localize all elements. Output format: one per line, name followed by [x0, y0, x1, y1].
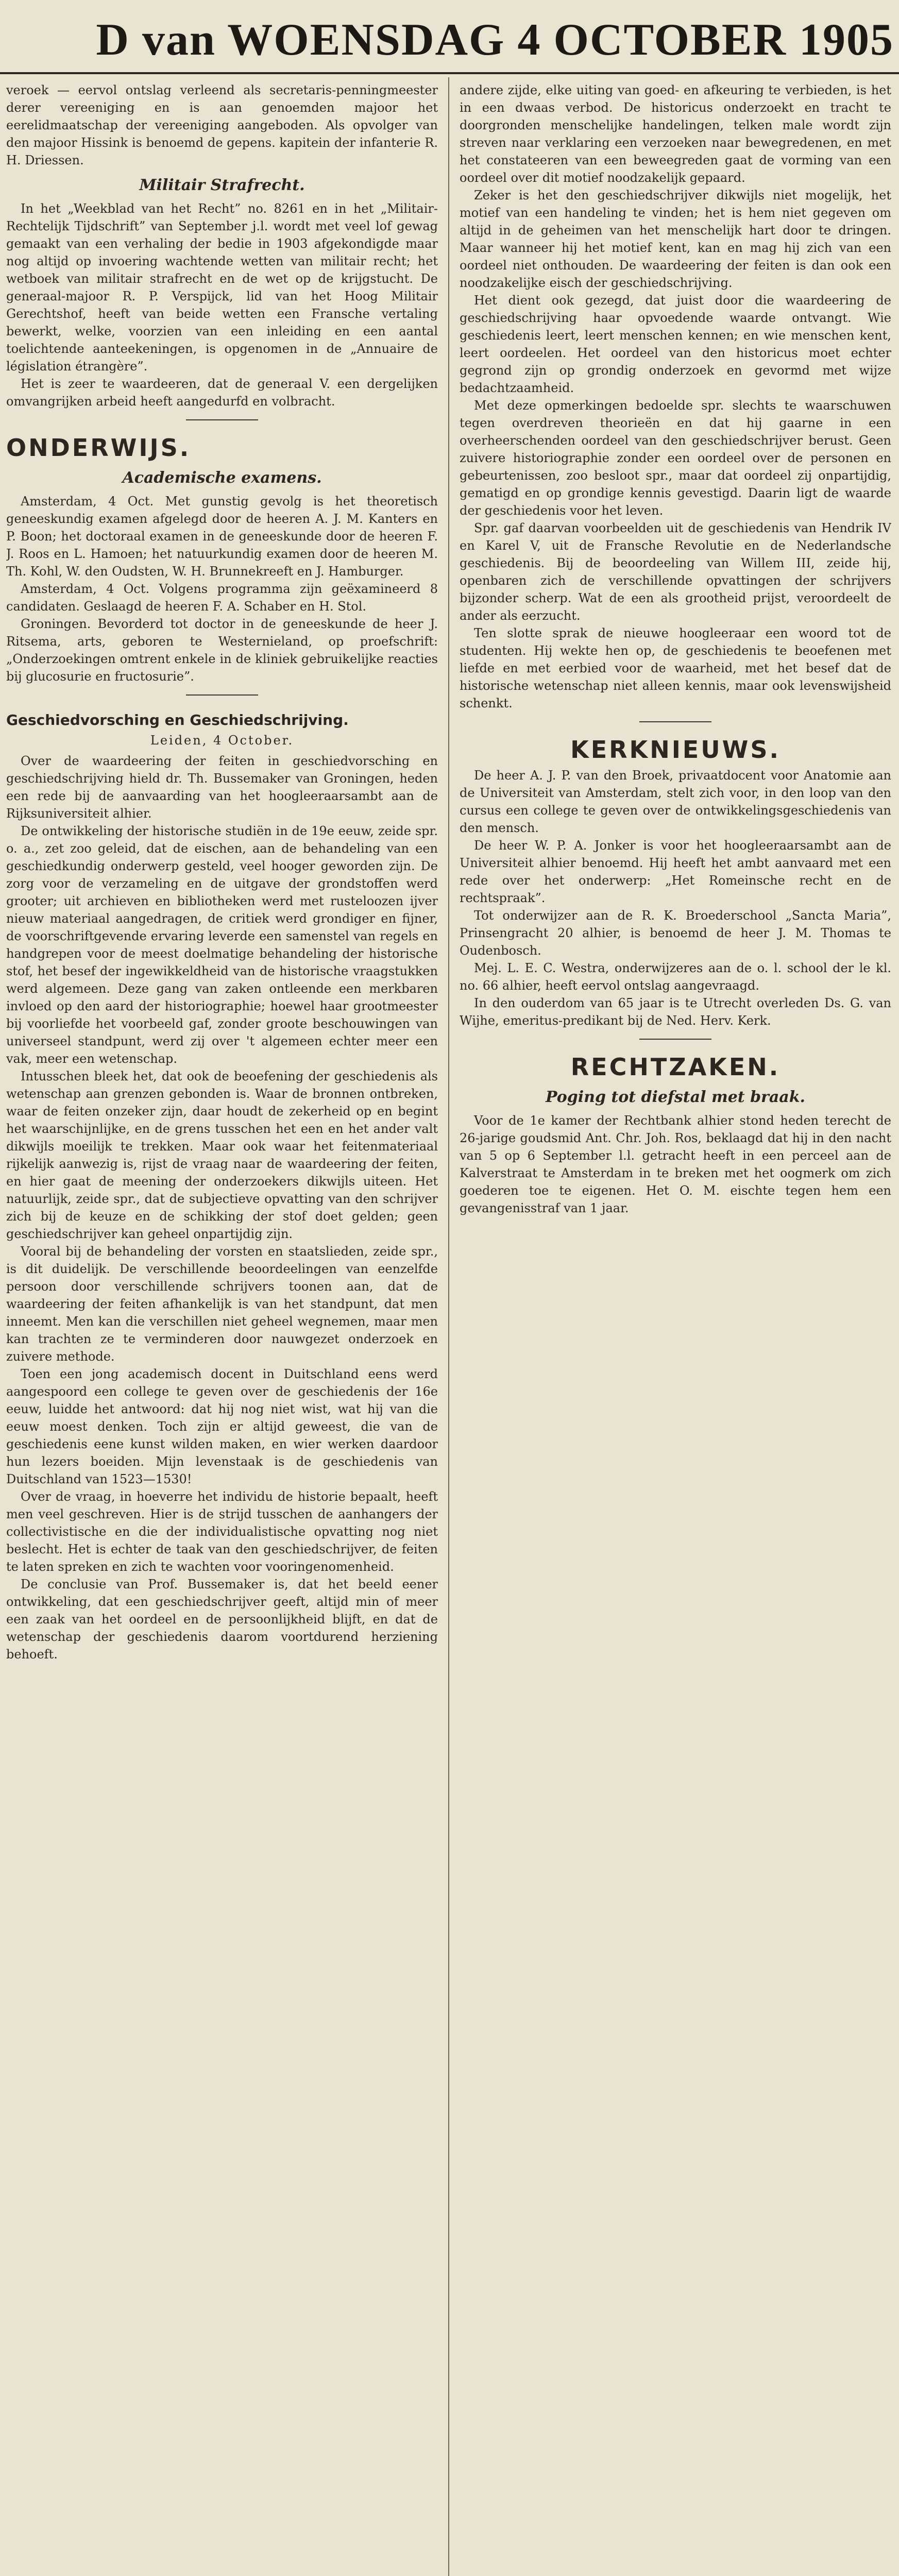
geschied-paragraph-2: De ontwikkeling der historische studiën in de 19e eeuw, zeide spr. o. a., zet zoo geleid, dat de eischen, aan de behandeling van een geschiedkundig onderwerp gesteld, veel hooger geworden zijn. De zorg voor de verzameling en de uitgave der grondstoffen werd grooter; uit archieven en bibliotheken werd met rusteloozen ijver nieuw materiaal aangedragen, de critiek werd grondiger en fijner, de voorschriftgevende ervaring leverde een samenstel van regels en handgrepen voor de meest doelmatige behandeling der historische stof, het besef der ingewikkeldheid van de historische vraagstukken werd algemeen. Deze gang van zaken ontleende een merkbaren invloed op den aard der historiographie; hoewel haar grootmeester bij voorliefde het voorbeeld gaf, zonder groote beschouwingen van universeel standpunt, werd zij over 't algemeen echter meer een vak, meer een wetenschap. — [6, 824, 438, 1066]
kerknieuws-paragraph-2: De heer W. P. A. Jonker is voor het hoogleeraarsambt aan de Universiteit alhier benoemd. Hij heeft het ambt aanvaard met een rede over het onderwerp: „Het Romeinsche recht en de rechtspraak”. — [460, 838, 891, 905]
rechtzaken-paragraph-1: Voor de 1e kamer der Rechtbank alhier stond heden terecht de 26-jarige goudsmid Ant. Chr. Joh. Ros, beklaagd dat hij in den nacht van 5 op 6 September l.l. getracht heeft in een perceel aan de Kalverstraat te Amsterdam in te breken met het oogmerk om zich goederen toe te eigenen. Het O. M. eischte tegen hem een gevangenisstraf van 1 jaar. — [460, 1113, 891, 1215]
right-paragraph-4: Met deze opmerkingen bedoelde spr. slechts te waarschuwen tegen overdreven theorieën en dat hij gaarne in een overheerschenden oordeel van den geschiedschrijver berust. Geen zuivere historiographie zonder een oordeel over de personen en gebeurtenissen, zoo besloot spr., maar dat oordeel zij onpartijdig, gematigd en op grondige kennis gevestigd. Daarin ligt de waarde der geschiedenis voor het leven. — [460, 398, 891, 518]
geschied-paragraph-4: Vooral bij de behandeling der vorsten en staatslieden, zeide spr., is dit duidelijk. De verschillende beoordeelingen van eenzelfde persoon door verschillende schrijvers toonen aan, dat de waardeering der feiten afhankelijk is van het standpunt, dat men inneemt. Men kan die verschillen niet geheel wegnemen, maar men kan trachten ze te verminderen door nauwgezet onderzoek en zuivere methode. — [6, 1244, 438, 1364]
column-divider — [448, 77, 449, 2576]
geschied-heading: Geschiedvorsching en Geschiedschrijving. — [6, 711, 349, 728]
kerknieuws-paragraph-4: Mej. L. E. C. Westra, onderwijzeres aan de o. l. school der le kl. no. 66 alhier, heeft eervol ontslag aangevraagd. — [460, 961, 891, 993]
onderwijs-paragraph-2: Amsterdam, 4 Oct. Volgens programma zijn geëxamineerd 8 candidaten. Geslaagd de heeren F. A. Schaber en H. Stol. — [6, 582, 438, 614]
separator — [639, 721, 711, 722]
right-paragraph-6: Ten slotte sprak de nieuwe hoogleeraar een woord tot de studenten. Hij wekte hen op, de geschiedenis te beoefenen met liefde en met eerbied voor de waarheid, met het besef dat de historische wetenschap niet alleen kennis, maar ook levenswijsheid schenkt. — [460, 626, 891, 710]
rechtzaken-heading: RECHTZAKEN. — [570, 1053, 781, 1081]
right-paragraph-3: Het dient ook gezegd, dat juist door die waardeering de geschiedschrijving haar opvoedende waarde ontvangt. Wie geschiedenis leert, leert menschen kennen; en wie menschen kent, leert oordeelen. Het oordeel van den historicus moet echter gegrond zijn op grondig onderzoek en gevormd met wijze bedachtzaamheid. — [460, 293, 891, 395]
geschied-dateline: Leiden, 4 October. — [150, 733, 294, 748]
geschied-paragraph-5: Toen een jong academisch docent in Duitschland eens werd aangespoord een college te geven over de geschiedenis der 16e eeuw, luidde het antwoord: dat hij nog niet wist, wat hij van die eeuw moest denken. Toch zijn er altijd geweest, die van de geschiedenis eene kunst wilden maken, en wier werken daardoor hun lezers boeiden. Mijn levenstaak is de geschiedenis van Duitschland van 1523—1530! — [6, 1367, 438, 1486]
onderwijs-paragraph-1: Amsterdam, 4 Oct. Met gunstig gevolg is het theoretisch geneeskundig examen afgelegd door de heeren A. J. M. Kanters en P. Boon; het doctoraal examen in de geneeskunde door de heeren F. J. Roos en L. Hamoen; het natuurkundig examen door de heeren M. Th. Kohl, W. den Oudsten, W. H. Brunnekreeft en J. Hamburger. — [6, 494, 438, 579]
kerknieuws-heading: KERKNIEUWS. — [570, 736, 781, 764]
geschied-paragraph-6: Over de vraag, in hoeverre het individu de historie bepaalt, heeft men veel geschreven. Hier is de strijd tusschen de aanhangers der collectivistische en die der individualistische opvatting nog niet beslecht. Het is echter de taak van den geschiedschrijver, de feiten te laten spreken en zich te wachten voor vooringenomenheid. — [6, 1489, 438, 1574]
geschied-paragraph-1: Over de waardeering der feiten in geschiedvorsching en geschiedschrijving hield dr. Th. Bussemaker van Groningen, heden een rede bij de aanvaarding van het hoogleeraarsambt aan de Rijksuniversiteit alhier. — [6, 754, 438, 821]
rechtzaken-subheading: Poging tot diefstal met braak. — [546, 1088, 805, 1106]
intro-paragraph: veroek — eervol ontslag verleend als secretaris-penningmeester derer vereeniging en is aan genoemden majoor het eerelidmaatschap der vereeniging aangeboden. Als opvolger van den majoor Hissink is benoemd de gepens. kapitein der infanterie R. H. Driessen. — [6, 83, 438, 167]
right-column — [460, 81, 891, 2576]
geschied-paragraph-7: De conclusie van Prof. Bussemaker is, dat het beeld eener ontwikkeling, dat een geschiedschrijver geeft, altijd min of meer een zaak van het oordeel en de persoonlijkheid blijft, en dat de wetenschap der geschiedenis daarom voortdurend herziening behoeft. — [6, 1577, 438, 1662]
militair-heading: Militair Strafrecht. — [139, 176, 305, 194]
masthead — [0, 9, 899, 70]
onderwijs-heading: ONDERWIJS. — [6, 434, 191, 462]
kerknieuws-paragraph-3: Tot onderwijzer aan de R. K. Broederschool „Sancta Maria”, Prinsengracht 20 alhier, is benoemd de heer J. M. Thomas te Oudenbosch. — [460, 908, 891, 958]
masthead-rule — [0, 72, 899, 74]
left-column — [6, 81, 438, 2576]
right-paragraph-2: Zeker is het den geschiedschrijver dikwijls niet mogelijk, het motief van een handeling te vinden; het is hem niet gegeven om altijd in de geheimen van het menschelijk hart door te dringen. Maar wanneer hij het motief kent, kan en mag hij zich van een oordeel niet onthouden. De waardeering der feiten is dan ook een noodzakelijke eisch der geschiedschrijving. — [460, 188, 891, 290]
separator — [186, 694, 258, 696]
separator — [186, 419, 258, 420]
separator — [639, 1039, 711, 1040]
right-paragraph-5: Spr. gaf daarvan voorbeelden uit de geschiedenis van Hendrik IV en Karel V, uit de Fransche Revolutie en de Nederlandsche geschiedenis. Bij de beoordeeling van Willem III, zeide hij, openbaren zich de verschillende opvattingen der schrijvers bijzonder scherp. Wat de een als grootheid prijst, veroordeelt de ander als eerzucht. — [460, 521, 891, 623]
right-paragraph-1: andere zijde, elke uiting van goed- en afkeuring te verbieden, is het in een dwaas verbod. De historicus onderzoekt en tracht te doorgronden menschelijke handelingen, telken male wordt zijn streven naar verklaring een verzoeken naar bewegredenen, en met het constateeren van een beweegreden gaat de vorming van een oordeel over dit motief noodzakelijk gepaard. — [460, 83, 891, 185]
kerknieuws-paragraph-5: In den ouderdom van 65 jaar is te Utrecht overleden Ds. G. van Wijhe, emeritus-predikant bij de Ned. Herv. Kerk. — [460, 996, 891, 1028]
militair-paragraph-1: In het „Weekblad van het Recht” no. 8261 en in het „Militair-Rechtelijk Tijdschrift” van September j.l. wordt met veel lof gewag gemaakt van een verhaling der bedie in 1903 afgekondigde maar nog altijd op invoering wachtende wetten van militair recht; het wetboek van militair strafrecht en de wet op de krijgstucht. De generaal-majoor R. P. Verspijck, lid van het Hoog Militair Gerechtshof, heeft van beide wetten een Fransche vertaling bewerkt, welke, voorzien van een inleiding en een aantal toelichtende aanteekeningen, is opgenomen in de „Annuaire de législation étrangère”. — [6, 201, 438, 374]
geschied-paragraph-3: Intusschen bleek het, dat ook de beoefening der geschiedenis als wetenschap aan grenzen gebonden is. Waar de bronnen ontbreken, waar de feiten onzeker zijn, daar houdt de zekerheid op en begint het waarschijnlijke, en de grens tusschen het een en het ander valt dikwijls moeilijk te trekken. Maar ook waar het feitenmateriaal rijkelijk aanwezig is, rijst de vraag naar de waardeering der feiten, en hier gaat de meening der onderzoekers dikwijls uiteen. Het natuurlijk, zeide spr., dat de subjectieve opvatting van den schrijver zich bij de keuze en de schikking der stof doet gelden; geen geschiedschrijver kan geheel onpartijdig zijn. — [6, 1069, 438, 1241]
academische-heading: Academische examens. — [122, 469, 322, 487]
kerknieuws-paragraph-1: De heer A. J. P. van den Broek, privaatdocent voor Anatomie aan de Universiteit van Amsterdam, stelt zich voor, in den loop van den cursus een college te geven over de ontwikkelingsgeschiedenis van den mensch. — [460, 768, 891, 835]
onderwijs-paragraph-3: Groningen. Bevorderd tot doctor in de geneeskunde de heer J. Ritsema, arts, geboren te Westernieland, op proefschrift: „Onderzoekingen omtrent enkele in de kliniek gebruikelijke reacties bij glucosurie en fructosurie”. — [6, 617, 438, 684]
militair-paragraph-2: Het is zeer te waardeeren, dat de generaal V. een dergelijken omvangrijken arbeid heeft aangedurfd en volbracht. — [6, 377, 438, 409]
masthead-title: D van WOENSDAG 4 OCTOBER 1905 — [96, 14, 894, 65]
